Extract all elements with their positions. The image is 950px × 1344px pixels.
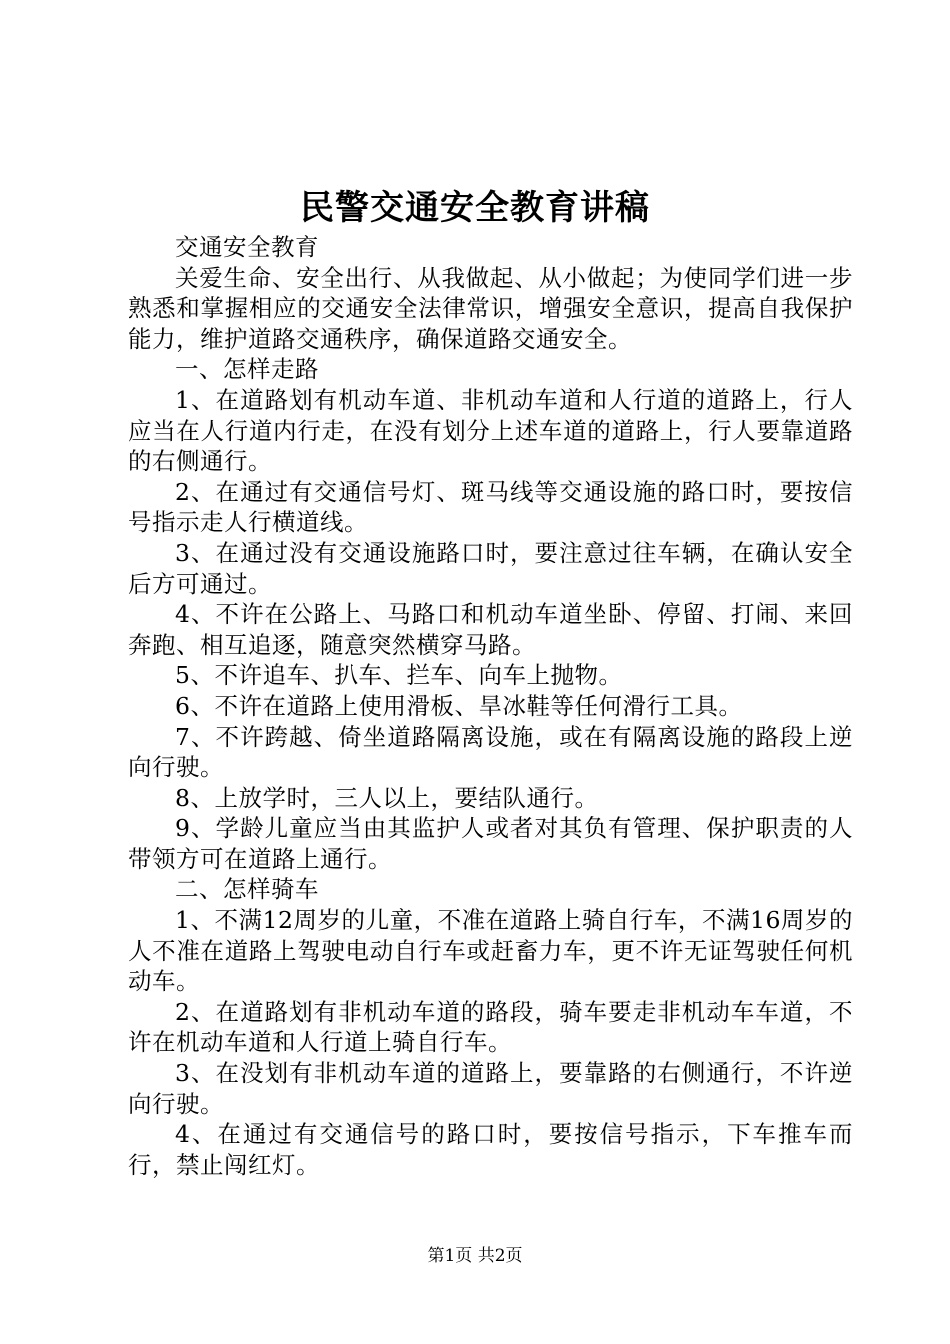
paragraph-heading: 交通安全教育 bbox=[175, 233, 319, 261]
paragraph-item: 3、在没划有非机动车道的道路上，要靠路的右侧通行，不许逆向行驶。 bbox=[128, 1059, 853, 1118]
paragraph-item: 4、不许在公路上、马路口和机动车道坐卧、停留、打闹、来回奔跑、相互追逐，随意突然横穿马路。 bbox=[128, 600, 853, 659]
paragraph-item: 8、上放学时，三人以上，要结队通行。 bbox=[175, 783, 599, 812]
section-heading-cycling: 二、怎样骑车 bbox=[175, 875, 319, 904]
paragraph-item: 9、学龄儿童应当由其监护人或者对其负有管理、保护职责的人带领方可在道路上通行。 bbox=[128, 814, 853, 873]
page-footer: 第1页 共2页 bbox=[427, 1246, 523, 1266]
paragraph-item: 1、不满12周岁的儿童，不准在道路上骑自行车，不满16周岁的人不准在道路上驾驶电动自行车或赶畜力车，更不许无证驾驶任何机动车。 bbox=[128, 906, 853, 996]
paragraph-intro: 关爱生命、安全出行、从我做起、从小做起；为使同学们进一步熟悉和掌握相应的交通安全法律常识，增强安全意识，提高自我保护能力，维护道路交通秩序，确保道路交通安全。 bbox=[128, 263, 853, 353]
paragraph-item: 6、不许在道路上使用滑板、旱冰鞋等任何滑行工具。 bbox=[175, 691, 743, 720]
paragraph-item: 3、在通过没有交通设施路口时，要注意过往车辆，在确认安全后方可通过。 bbox=[128, 538, 853, 598]
section-heading-walking: 一、怎样走路 bbox=[175, 355, 319, 384]
paragraph-item: 1、在道路划有机动车道、非机动车道和人行道的道路上，行人应当在人行道内行走，在没有划分上述车道的道路上，行人要靠道路的右侧通行。 bbox=[128, 385, 853, 476]
paragraph-item: 7、不许跨越、倚坐道路隔离设施，或在有隔离设施的路段上逆向行驶。 bbox=[128, 722, 853, 782]
paragraph-item: 5、不许追车、扒车、拦车、向车上抛物。 bbox=[175, 661, 623, 690]
document-body bbox=[128, 232, 853, 1180]
paragraph-item: 4、在通过有交通信号的路口时，要按信号指示，下车推车而行，禁止闯红灯。 bbox=[128, 1120, 853, 1179]
paragraph-item: 2、在通过有交通信号灯、斑马线等交通设施的路口时，要按信号指示走人行横道线。 bbox=[128, 477, 853, 537]
paragraph-item: 2、在道路划有非机动车道的路段，骑车要走非机动车车道，不许在机动车道和人行道上骑自行车。 bbox=[128, 997, 853, 1057]
document-title: 民警交通安全教育讲稿 bbox=[300, 188, 650, 228]
